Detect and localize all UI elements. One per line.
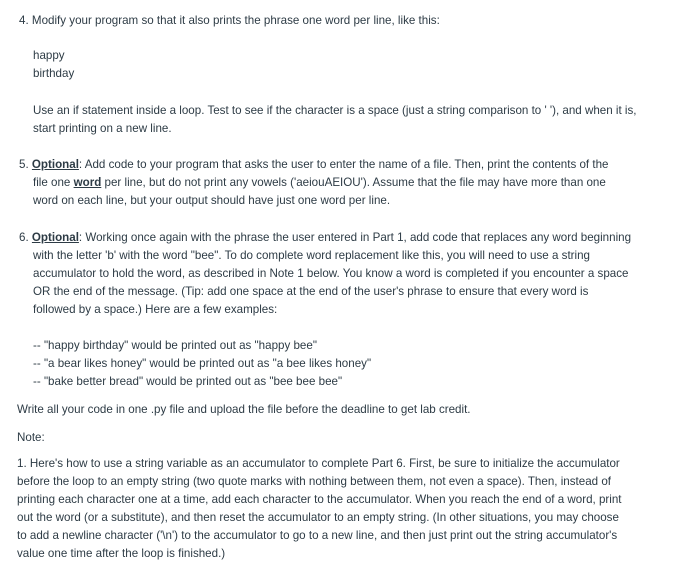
note-1-line-2: before the loop to an empty string (two quote marks with nothing between them, not even a space). Then, instead of (17, 475, 611, 488)
item-6-line-4: OR the end of the message. (Tip: add one space at the end of the user's phrase to ensure that every word is (33, 285, 589, 298)
item-5-optional-label: Optional (31, 158, 79, 171)
note-1-line-4: out the word (or a substitute), and then reset the accumulator to an empty string. (In other situations, you may choose (17, 511, 619, 524)
item-4-explanation-line-1: Use an if statement inside a loop. Test to see if the character is a space (just a string comparison to ' '), and when it is, (33, 104, 637, 117)
item-5-word-emphasis: word (73, 176, 102, 189)
item-5-line-1 (19, 156, 608, 174)
item-4-intro-text: Modify your program so that it also prints the phrase one word per line, like this: (31, 14, 440, 27)
item-5-line-3: word on each line, but your output should have just one word per line. (33, 194, 391, 207)
note-1-line-3: printing each character one at a time, add each character to the accumulator. When you reach the end of a word, print (17, 493, 622, 506)
item-6-example-1: -- "happy birthday" would be printed out as "happy bee" (33, 339, 317, 352)
item-5-line-2-pre: file one (33, 176, 74, 189)
item-6-example-3: -- "bake better bread" would be printed out as "bee bee bee" (33, 375, 343, 388)
item-6-line-3: accumulator to hold the word, as described in Note 1 below. You know a word is completed if you encounter a space (33, 267, 629, 280)
note-1-line-1: 1. Here's how to use a string variable as an accumulator to complete Part 6. First, be sure to initialize the accumulator (17, 457, 620, 470)
item-4-number: 4. (19, 14, 29, 27)
item-6-line-1-text: : Working once again with the phrase the user entered in Part 1, add code that replaces any word beginning (78, 231, 632, 244)
item-5-number: 5. (19, 158, 29, 171)
item-6-line-5: followed by a space.) Here are a few examples: (33, 303, 278, 316)
item-6-optional-label: Optional (31, 231, 79, 244)
item-5-line-1-text: : Add code to your program that asks the user to enter the name of a file. Then, print the contents of the (78, 158, 609, 171)
submit-instruction: Write all your code in one .py file and upload the file before the deadline to get lab credit. (17, 403, 471, 416)
item-6-line-1 (19, 229, 631, 247)
example-output-line-2: birthday (33, 67, 75, 80)
item-6-example-2: -- "a bear likes honey" would be printed out as "a bee likes honey" (33, 357, 372, 370)
item-6-line-2: with the letter 'b' with the word "bee". To do complete word replacement like this, you will need to use a string (33, 249, 590, 262)
note-1-line-5: to add a newline character ('\n') to the accumulator to go to a new line, and then just print out the string accumulator's (17, 529, 618, 542)
item-4-explanation-line-2: start printing on a new line. (33, 122, 172, 135)
item-5-line-2 (33, 174, 606, 192)
example-output-line-1: happy (33, 49, 65, 62)
item-6-number: 6. (19, 231, 29, 244)
note-1-line-6: value one time after the loop is finished.) (17, 547, 226, 560)
item-5-line-2-post: per line, but do not print any vowels ('aeiouAEIOU'). Assume that the file may have more than one (101, 176, 606, 189)
note-heading: Note: (17, 431, 45, 444)
item-4-intro (19, 12, 440, 30)
